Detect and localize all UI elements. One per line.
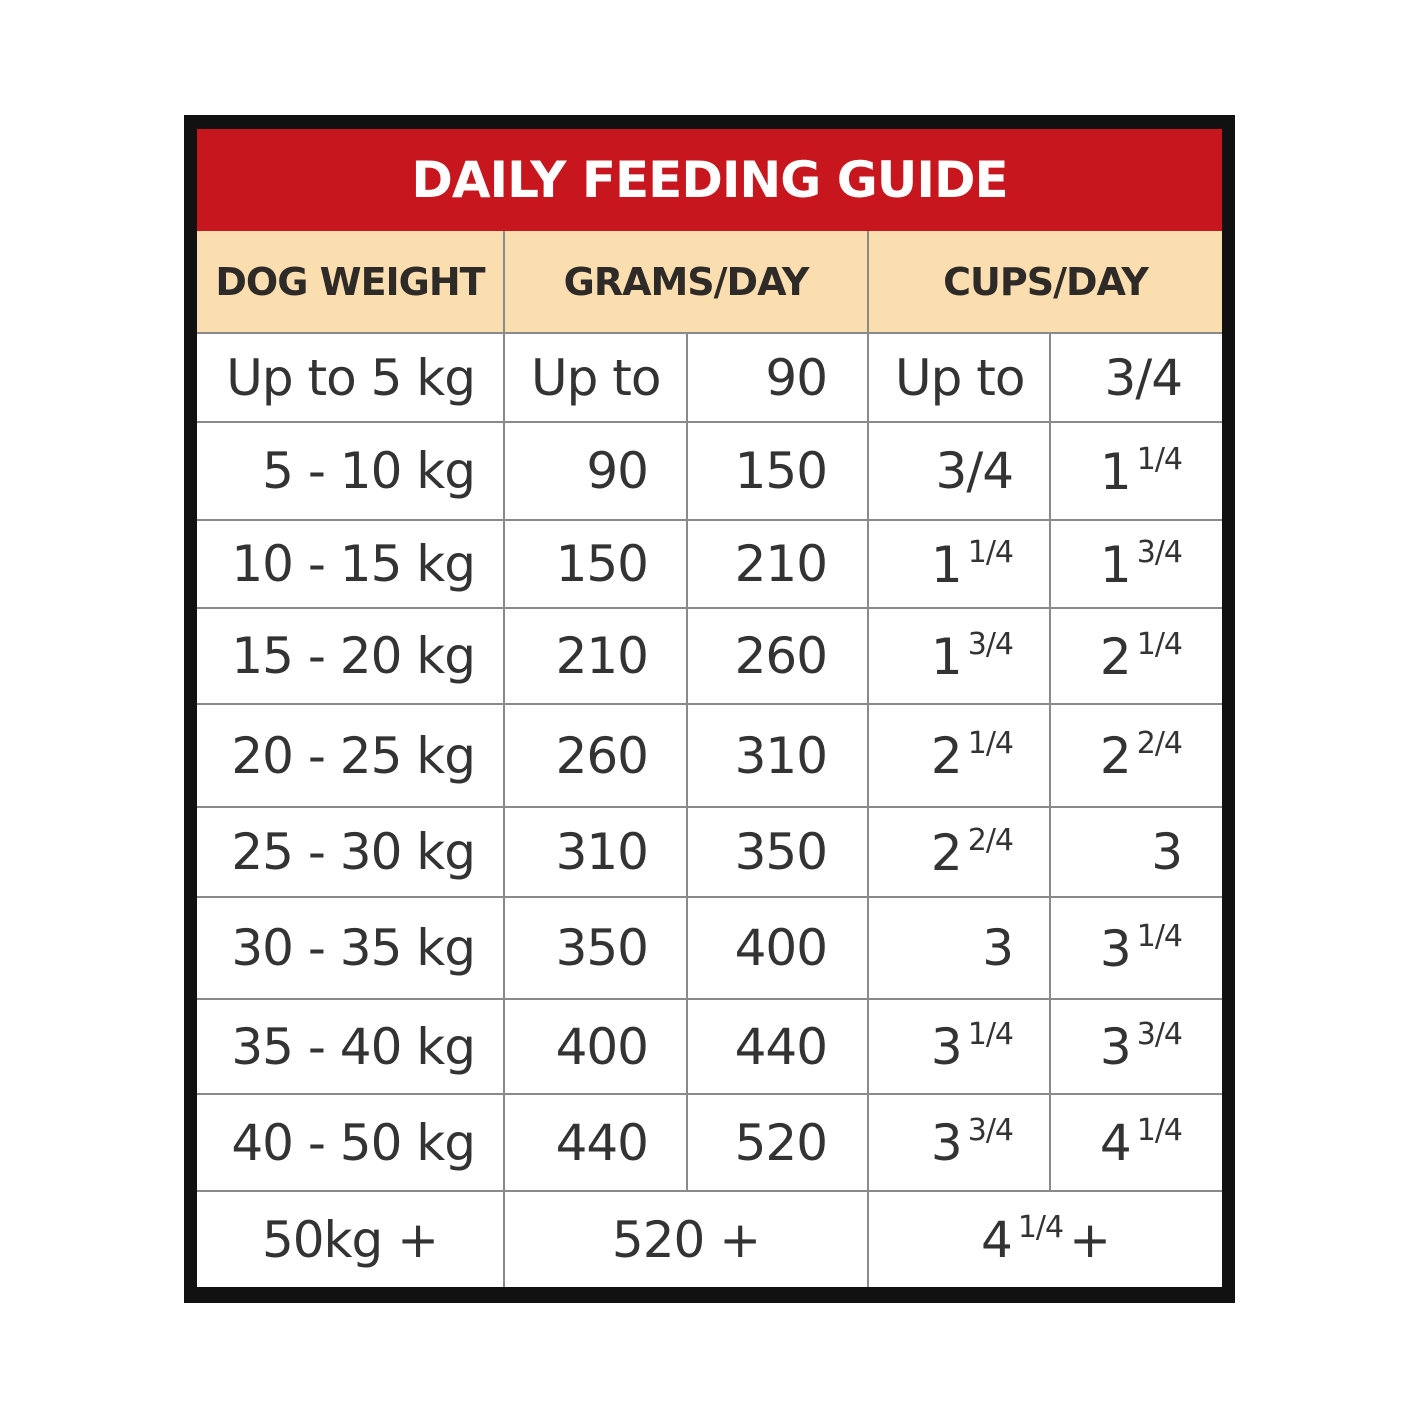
cups-max-cell — [1050, 422, 1222, 520]
grams-min-cell-value: Up to — [531, 348, 661, 407]
grams-max-cell-value: 350 — [734, 823, 828, 881]
grams-max-cell-value: 150 — [734, 442, 828, 500]
grams-min-cell — [504, 1094, 687, 1191]
weight-cell — [197, 520, 504, 608]
grams-max-cell — [687, 999, 868, 1094]
cups-min-cell-fraction: 1/4 — [967, 1017, 1014, 1052]
last-row — [197, 1191, 1222, 1287]
grams-min-cell — [504, 897, 687, 999]
cups-max-cell — [1050, 608, 1222, 704]
cups-max-cell-value: 1 — [1099, 535, 1131, 594]
weight-cell-value: 10 - 15 kg — [231, 535, 475, 593]
grams-max-cell-value: 90 — [765, 348, 828, 407]
grams-min-cell-value: 310 — [555, 823, 648, 881]
cups-min-cell-fraction: 3/4 — [967, 1113, 1014, 1148]
grams-min-cell-value: 210 — [555, 627, 648, 685]
grams-min-cell-value: 90 — [586, 442, 648, 500]
grams-min-cell — [504, 999, 687, 1094]
cups-min-cell-value: 3 — [930, 1114, 962, 1172]
header-dog-weight: DOG WEIGHT — [197, 231, 504, 333]
header-cups-per-day: CUPS/DAY — [868, 231, 1222, 333]
grams-min-cell-value: 350 — [555, 919, 648, 977]
cups-max-cell-fraction: 1/4 — [1136, 441, 1183, 477]
cups-min-cell — [868, 897, 1050, 999]
cups-fraction: 1/4 — [1017, 1210, 1064, 1245]
grams-min-cell — [504, 807, 687, 897]
grams-min-cell — [504, 422, 687, 520]
weight-cell-value: 25 - 30 kg — [231, 823, 475, 881]
cups-min-cell-fraction: 1/4 — [967, 534, 1014, 570]
cups-min-cell — [868, 807, 1050, 897]
weight-cell: 50kg + — [197, 1191, 504, 1287]
grams-max-cell — [687, 807, 868, 897]
grams-min-cell — [504, 333, 687, 422]
table-row — [197, 704, 1222, 807]
cups-min-cell-value: Up to — [895, 348, 1025, 407]
cups-max-cell — [1050, 807, 1222, 897]
grams-min-cell-value: 400 — [555, 1017, 648, 1076]
cups-min-cell-value: 3 — [982, 919, 1014, 977]
weight-cell — [197, 608, 504, 704]
feeding-guide-table — [197, 231, 1222, 1287]
table-row — [197, 333, 1222, 422]
weight-cell — [197, 704, 504, 807]
grams-min-cell-value: 150 — [555, 535, 648, 593]
cups-max-cell — [1050, 333, 1222, 422]
grams-max-cell — [687, 422, 868, 520]
cups-min-cell — [868, 608, 1050, 704]
cups-max-cell-fraction: 1/4 — [1136, 918, 1183, 954]
cups-min-cell-value: 3/4 — [935, 442, 1014, 500]
weight-cell — [197, 897, 504, 999]
grams-min-cell — [504, 520, 687, 608]
cups-min-cell-fraction: 1/4 — [967, 726, 1014, 761]
cups-max-cell-fraction: 3/4 — [1136, 1017, 1183, 1052]
cups-max-cell-value: 1 — [1099, 442, 1131, 501]
cups-min-cell — [868, 333, 1050, 422]
cups-max-cell-value: 4 — [1099, 1114, 1131, 1172]
table-row — [197, 897, 1222, 999]
weight-cell-value: 5 - 10 kg — [262, 442, 475, 500]
cups-max-cell-fraction: 1/4 — [1136, 1113, 1183, 1148]
weight-cell-value: 35 - 40 kg — [231, 1017, 475, 1076]
grams-max-cell — [687, 608, 868, 704]
cups-min-cell-value: 2 — [930, 727, 962, 785]
table-row — [197, 520, 1222, 608]
header-row — [197, 231, 1222, 333]
weight-cell-value: Up to 5 kg — [226, 348, 475, 407]
cups-cell — [868, 1191, 1222, 1287]
weight-cell-value: 40 - 50 kg — [231, 1113, 475, 1172]
weight-cell-value: 30 - 35 kg — [231, 919, 475, 977]
cups-min-cell-value: 1 — [930, 535, 962, 594]
grams-max-cell-value: 520 — [734, 1113, 828, 1172]
cups-max-cell-fraction: 2/4 — [1136, 726, 1183, 761]
cups-max-cell-value: 3 — [1151, 823, 1183, 881]
weight-cell — [197, 333, 504, 422]
cups-max-cell-fraction: 1/4 — [1136, 626, 1183, 662]
grams-min-cell — [504, 608, 687, 704]
cups-whole: 4 — [981, 1211, 1012, 1269]
weight-cell — [197, 1094, 504, 1191]
weight-cell-value: 20 - 25 kg — [231, 726, 475, 785]
weight-cell-value: 15 - 20 kg — [231, 627, 475, 685]
cups-max-cell — [1050, 1094, 1222, 1191]
table-row — [197, 608, 1222, 704]
weight-cell — [197, 422, 504, 520]
cups-max-cell-value: 3 — [1099, 919, 1131, 978]
weight-cell — [197, 807, 504, 897]
cups-min-cell — [868, 1094, 1050, 1191]
cups-max-cell — [1050, 704, 1222, 807]
cups-max-cell — [1050, 999, 1222, 1094]
cups-max-cell-value: 3 — [1099, 1018, 1131, 1076]
cups-min-cell — [868, 422, 1050, 520]
table-row — [197, 807, 1222, 897]
cups-max-cell-value: 3/4 — [1104, 348, 1183, 407]
cups-min-cell-value: 3 — [930, 1018, 962, 1076]
cups-min-cell-value: 1 — [930, 627, 962, 686]
cups-max-cell — [1050, 897, 1222, 999]
grams-max-cell — [687, 704, 868, 807]
grams-max-cell-value: 400 — [734, 919, 828, 977]
cups-min-cell-fraction: 2/4 — [967, 822, 1014, 858]
table-row — [197, 1094, 1222, 1191]
cups-min-cell-value: 2 — [930, 823, 962, 882]
grams-max-cell — [687, 897, 868, 999]
grams-max-cell-value: 310 — [734, 726, 828, 785]
cups-min-cell — [868, 704, 1050, 807]
table-row — [197, 999, 1222, 1094]
cups-min-cell-fraction: 3/4 — [967, 626, 1014, 662]
grams-max-cell-value: 440 — [734, 1017, 828, 1076]
weight-cell — [197, 999, 504, 1094]
header-grams-per-day: GRAMS/DAY — [504, 231, 868, 333]
grams-max-cell — [687, 520, 868, 608]
grams-min-cell-value: 440 — [555, 1113, 648, 1172]
grams-max-cell-value: 260 — [734, 627, 828, 685]
cups-max-cell-value: 2 — [1099, 627, 1131, 686]
cups-max-cell-value: 2 — [1099, 727, 1131, 785]
grams-max-cell-value: 210 — [734, 535, 828, 593]
cups-min-cell — [868, 999, 1050, 1094]
grams-min-cell — [504, 704, 687, 807]
grams-min-cell-value: 260 — [555, 726, 648, 785]
grams-max-cell — [687, 1094, 868, 1191]
grams-max-cell — [687, 333, 868, 422]
table-title: DAILY FEEDING GUIDE — [197, 129, 1222, 231]
cups-suffix: + — [1069, 1211, 1111, 1269]
cups-max-cell — [1050, 520, 1222, 608]
cups-max-cell-fraction: 3/4 — [1136, 534, 1183, 570]
grams-cell: 520 + — [504, 1191, 868, 1287]
cups-min-cell — [868, 520, 1050, 608]
table-row — [197, 422, 1222, 520]
